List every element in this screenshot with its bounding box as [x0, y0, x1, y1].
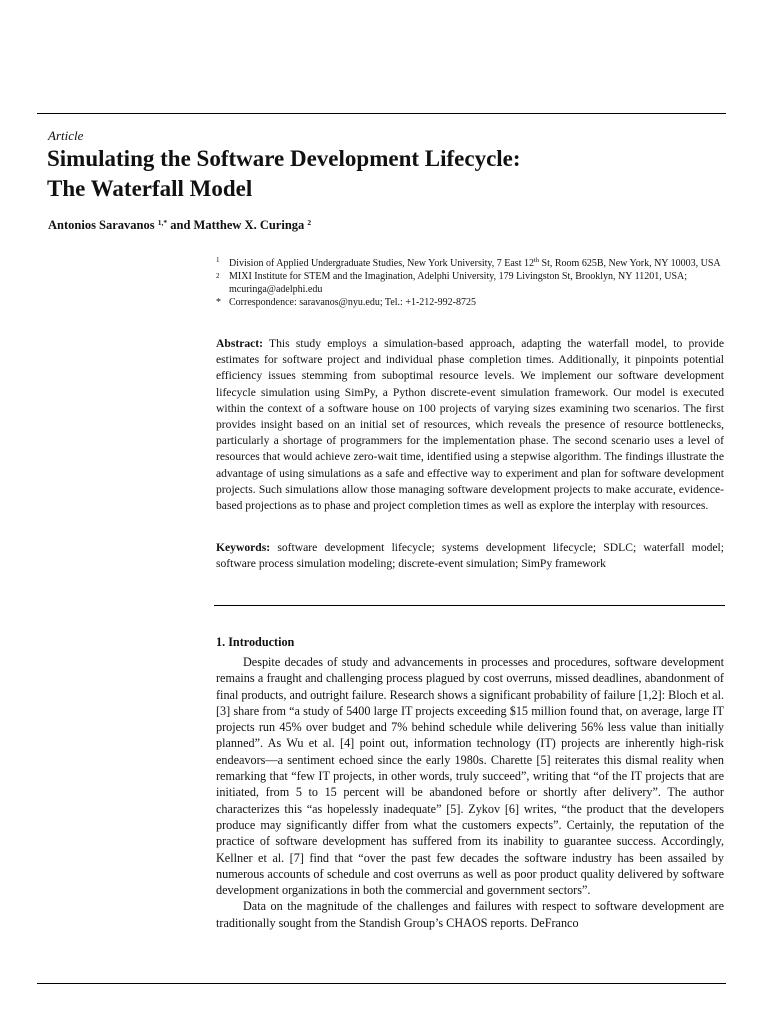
- paragraph: Despite decades of study and advancements in processes and procedures, software development remains a fraught and challenging process plagued by cost overruns, missed deadlines, abandonment of final products, and outright failure. Research shows a significant probability of failure [1,2]: Bloch et al. [3] share from “a study of 5400 large IT projects exceeding $15 million found that, on average, large IT projects run 45% over budget and 7% behind schedule while delivering 56% less value than initially planned”. As Wu et al. [4] point out, information technology (IT) projects are inherently high-risk endeavors—a sentiment echoed since the early 1980s. Charette [5] reiterates this dismal reality when remarking that “few IT projects, in other words, truly succeed”, writing that “of the IT projects that are initiated, from 5 to 15 percent will be abandoned before or shortly after delivery”. The author characterizes this “as hopelessly inadequate” [5]. Zykov [6] writes, “the product that the developers produce may significantly differ from what the customers expects”. Certainly, the reputation of the practice of software development has suffered from its inability to guarantee success. Accordingly, Kellner et al. [7] find that “over the past few decades the software industry has been assailed by numerous accounts of schedule and cost overruns as well as poor product quality delivered by software development organizations in both the commercial and government sectors”.: [216, 655, 725, 898]
- author-1-affiliation-marks: 1,*: [157, 218, 168, 227]
- title-line-1: Simulating the Software Development Lifecycle:: [47, 146, 521, 171]
- article-title: [47, 144, 727, 204]
- author-2-affiliation-mark: 2: [307, 218, 312, 227]
- affiliation-text: Division of Applied Undergraduate Studies, New York University, 7 East 12: [229, 258, 534, 269]
- affiliation-text-cont: St, Room 625B, New York, NY 10003, USA: [539, 258, 721, 269]
- affiliations: [216, 255, 724, 310]
- title-line-2: The Waterfall Model: [47, 176, 253, 201]
- article-type-label: Article: [48, 128, 84, 143]
- author-joiner: and Matthew X. Curinga: [167, 218, 308, 232]
- affiliation-mark: 2: [216, 272, 220, 281]
- introduction-body: [216, 654, 724, 931]
- section-heading-introduction: 1. Introduction: [216, 635, 295, 649]
- ordinal-suffix: th: [533, 257, 540, 264]
- keywords-label: Keywords:: [216, 541, 271, 554]
- abstract: [216, 336, 724, 514]
- keywords: [216, 540, 724, 572]
- paragraph: Data on the magnitude of the challenges and failures with respect to software development are traditionally sought from the Standish Group’s CHAOS reports. DeFranco: [216, 899, 724, 930]
- abstract-label: Abstract:: [216, 337, 264, 350]
- author-list: [48, 218, 311, 233]
- keywords-text: software development lifecycle; systems development lifecycle; SDLC; waterfall model; software process simulation modeling; discrete-event simulation; SimPy framework: [216, 541, 725, 571]
- section-divider: [214, 605, 725, 606]
- correspondence-text: Correspondence: saravanos@nyu.edu; Tel.: +1-212-992-8725: [229, 297, 476, 309]
- affiliation-2: [216, 271, 724, 296]
- author-1: Antonios Saravanos: [48, 218, 158, 232]
- affiliation-text: MIXI Institute for STEM and the Imagination, Adelphi University, 179 Livingston St, Brooklyn, NY 11201, USA; mcuringa@adelphi.edu: [229, 271, 688, 295]
- affiliation-mark: 1: [216, 256, 220, 264]
- correspondence: [216, 297, 724, 310]
- bottom-rule: [37, 983, 726, 984]
- top-rule: [37, 113, 726, 114]
- affiliation-1: [216, 255, 724, 271]
- abstract-text: This study employs a simulation-based approach, adapting the waterfall model, to provide estimates for software project and individual phase completion times. Additionally, it pinpoints potential efficiency issues stemming from suboptimal resource levels. We implement our software development lifecycle simulation using SimPy, a Python discrete-event simulation framework. Our model is executed within the context of a software house on 100 projects of varying sizes examining two scenarios. The first provides insight based on an initial set of resources, which reveals the presence of resource bottlenecks, particularly a shortage of programmers for the implementation phase. The second scenario uses a level of resources that would achieve zero-wait time, identified using a stepwise algorithm. The findings illustrate the advantage of using simulations as a safe and effective way to experiment and plan for software development projects. Such simulations allow those managing software development projects to make accurate, evidence-based projections as to phase and project completion times as well as explore the interplay with resources.: [216, 337, 724, 513]
- correspondence-mark: *: [216, 297, 221, 309]
